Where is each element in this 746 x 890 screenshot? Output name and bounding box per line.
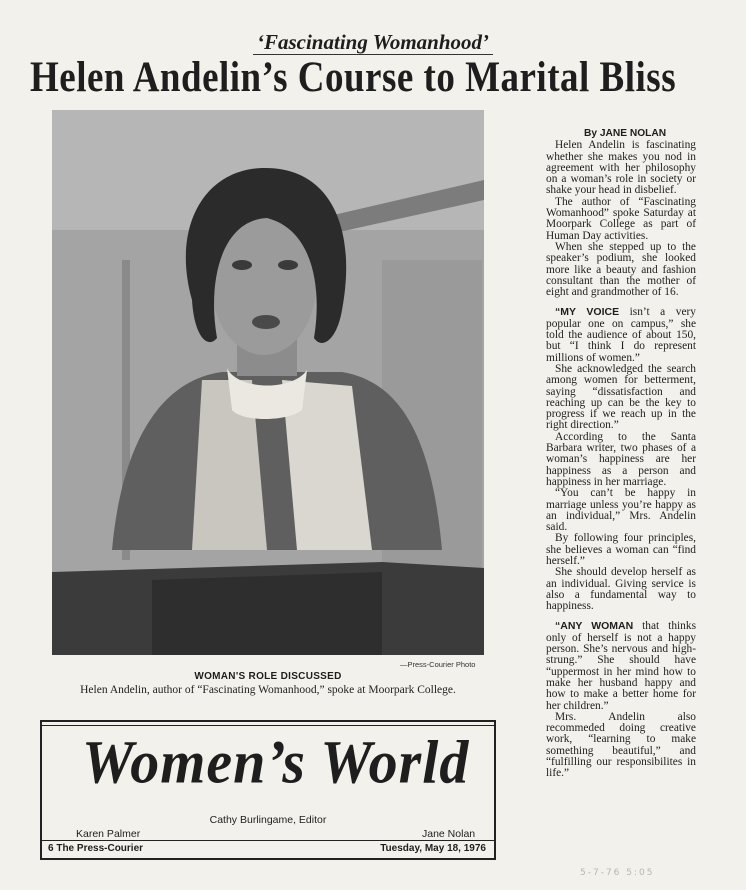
paragraph: By following four principles, she believes a woman can “find herself.” xyxy=(546,532,696,567)
paragraph-body: that thinks only of herself is not a happy person. She’s nervous and high-strung.” She should have “uppermost in her mind how to make her husband happy and how to make a better home for her children.” xyxy=(546,620,696,712)
byline: By JANE NOLAN xyxy=(584,128,667,139)
handwritten-note: 5-7-76 5:05 xyxy=(580,868,655,878)
caption-heading: WOMAN'S ROLE DISCUSSED xyxy=(194,671,342,682)
paragraph-lead: “ANY WOMAN xyxy=(555,620,634,633)
paragraph: “You can’t be happy in marriage unless you’re happy as an individual,” Mrs. Andelin said. xyxy=(546,487,696,534)
paragraph: When she stepped up to the speaker’s podium, she looked more like a beauty and fashion consultant than the mother of eight and grandmother of 16. xyxy=(546,240,696,299)
issue-date: Tuesday, May 18, 1976 xyxy=(380,843,486,854)
staff-left: Karen Palmer xyxy=(76,828,141,840)
paragraph: The author of “Fascinating Womanhood” spoke Saturday at Moorpark College as part of Human Day activities. xyxy=(546,195,696,242)
paragraph: Mrs. Andelin also recommeded doing creative work, “learning to make something beautiful,” and “fulfilling our responsibilites in life.” xyxy=(546,710,696,780)
headline: Helen Andelin’s Course to Marital Bliss xyxy=(30,53,677,102)
paragraph-lead: “MY VOICE xyxy=(555,306,620,319)
paragraph: Helen Andelin is fascinating whether she makes you nod in agreement with her philosophy on a woman’s role in society or shake your head in disbelief. xyxy=(546,139,696,197)
kicker-heading: ‘Fascinating Womanhood’ xyxy=(0,30,746,55)
paragraph xyxy=(546,307,696,363)
caption-text: Helen Andelin, author of “Fascinating Womanhood,” spoke at Moorpark College. xyxy=(80,684,456,696)
photo-credit: —Press-Courier Photo xyxy=(400,660,476,669)
folio-line xyxy=(42,840,494,858)
paragraph: She should develop herself as an individual. Giving service is also a fundamental way to happiness. xyxy=(546,566,696,613)
speaker-photo-illustration xyxy=(52,110,484,655)
paragraph xyxy=(546,621,696,711)
news-photo xyxy=(52,110,484,655)
paragraph-body: isn’t a very popular one on campus,” she told the audience of about 150, but “I think I do represent millions of women.” xyxy=(546,306,696,364)
section-editor: Cathy Burlingame, Editor xyxy=(209,814,327,826)
page-label: 6 The Press-Courier xyxy=(48,843,144,854)
section-masthead xyxy=(40,720,496,860)
section-title: Women’s World xyxy=(82,728,470,797)
paragraph: She acknowledged the search among women for betterment, saying “dissatisfaction and reaching up can be the key to progress if we reach up in the right direction.” xyxy=(546,362,696,432)
paragraph: According to the Santa Barbara writer, two phases of a woman’s happiness are her happiness as a person and happiness in her marriage. xyxy=(546,430,696,488)
article-column xyxy=(546,128,696,780)
staff-right: Jane Nolan xyxy=(422,828,476,840)
masthead-inner xyxy=(42,725,494,858)
